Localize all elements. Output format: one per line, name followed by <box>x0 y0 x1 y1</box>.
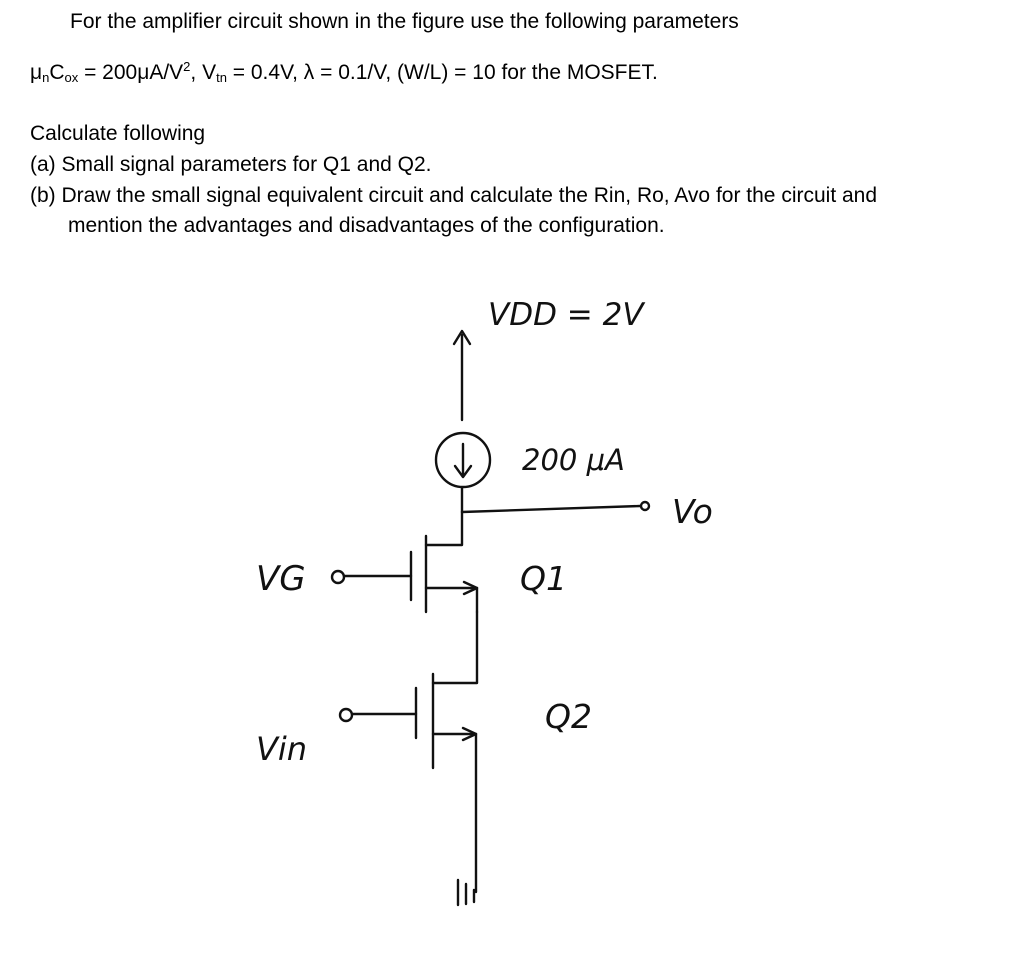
question-part-b-line2: mention the advantages and disadvantages of the configuration. <box>68 214 665 237</box>
vtn-subscript: tn <box>216 70 227 85</box>
q2-label: Q2 <box>545 697 592 736</box>
param-text-3: = 0.4V, λ = 0.1/V, (W/L) = 10 for the MOSFET. <box>226 61 658 84</box>
calculate-heading: Calculate following <box>30 122 206 145</box>
mu-symbol: μ <box>30 61 43 84</box>
q1-gate-terminal-icon <box>332 571 344 583</box>
squared-superscript: 2 <box>183 59 191 74</box>
param-text-1: = 200μA/V <box>78 61 184 84</box>
problem-intro: For the amplifier circuit shown in the figure use the following parameters <box>70 10 739 33</box>
vdd-label: VDD = 2V <box>488 297 644 333</box>
question-part-a: (a) Small signal parameters for Q1 and Q2. <box>30 153 432 176</box>
output-label: Vo <box>672 492 713 531</box>
current-direction-arrow-icon <box>455 444 471 477</box>
gate-bias-label: VG <box>256 559 306 599</box>
input-label: Vin <box>256 730 308 768</box>
mu-subscript: n <box>42 70 50 85</box>
param-text-2: , V <box>190 61 217 84</box>
q1-drain-wire <box>426 512 462 545</box>
q2-gate-terminal-icon <box>340 709 352 721</box>
q1-q2-link-wire <box>433 612 477 683</box>
q1-label: Q1 <box>520 559 567 598</box>
q2-source-wire <box>433 734 476 892</box>
output-terminal-icon <box>641 502 649 510</box>
current-source-label: 200 μA <box>522 443 625 477</box>
output-wire <box>462 506 640 512</box>
cox-subscript: ox <box>64 70 79 85</box>
c-symbol: C <box>49 61 65 84</box>
ground-icon <box>458 880 474 905</box>
question-part-b-line1: (b) Draw the small signal equivalent circuit and calculate the Rin, Ro, Avo for the circuit and <box>30 184 878 207</box>
